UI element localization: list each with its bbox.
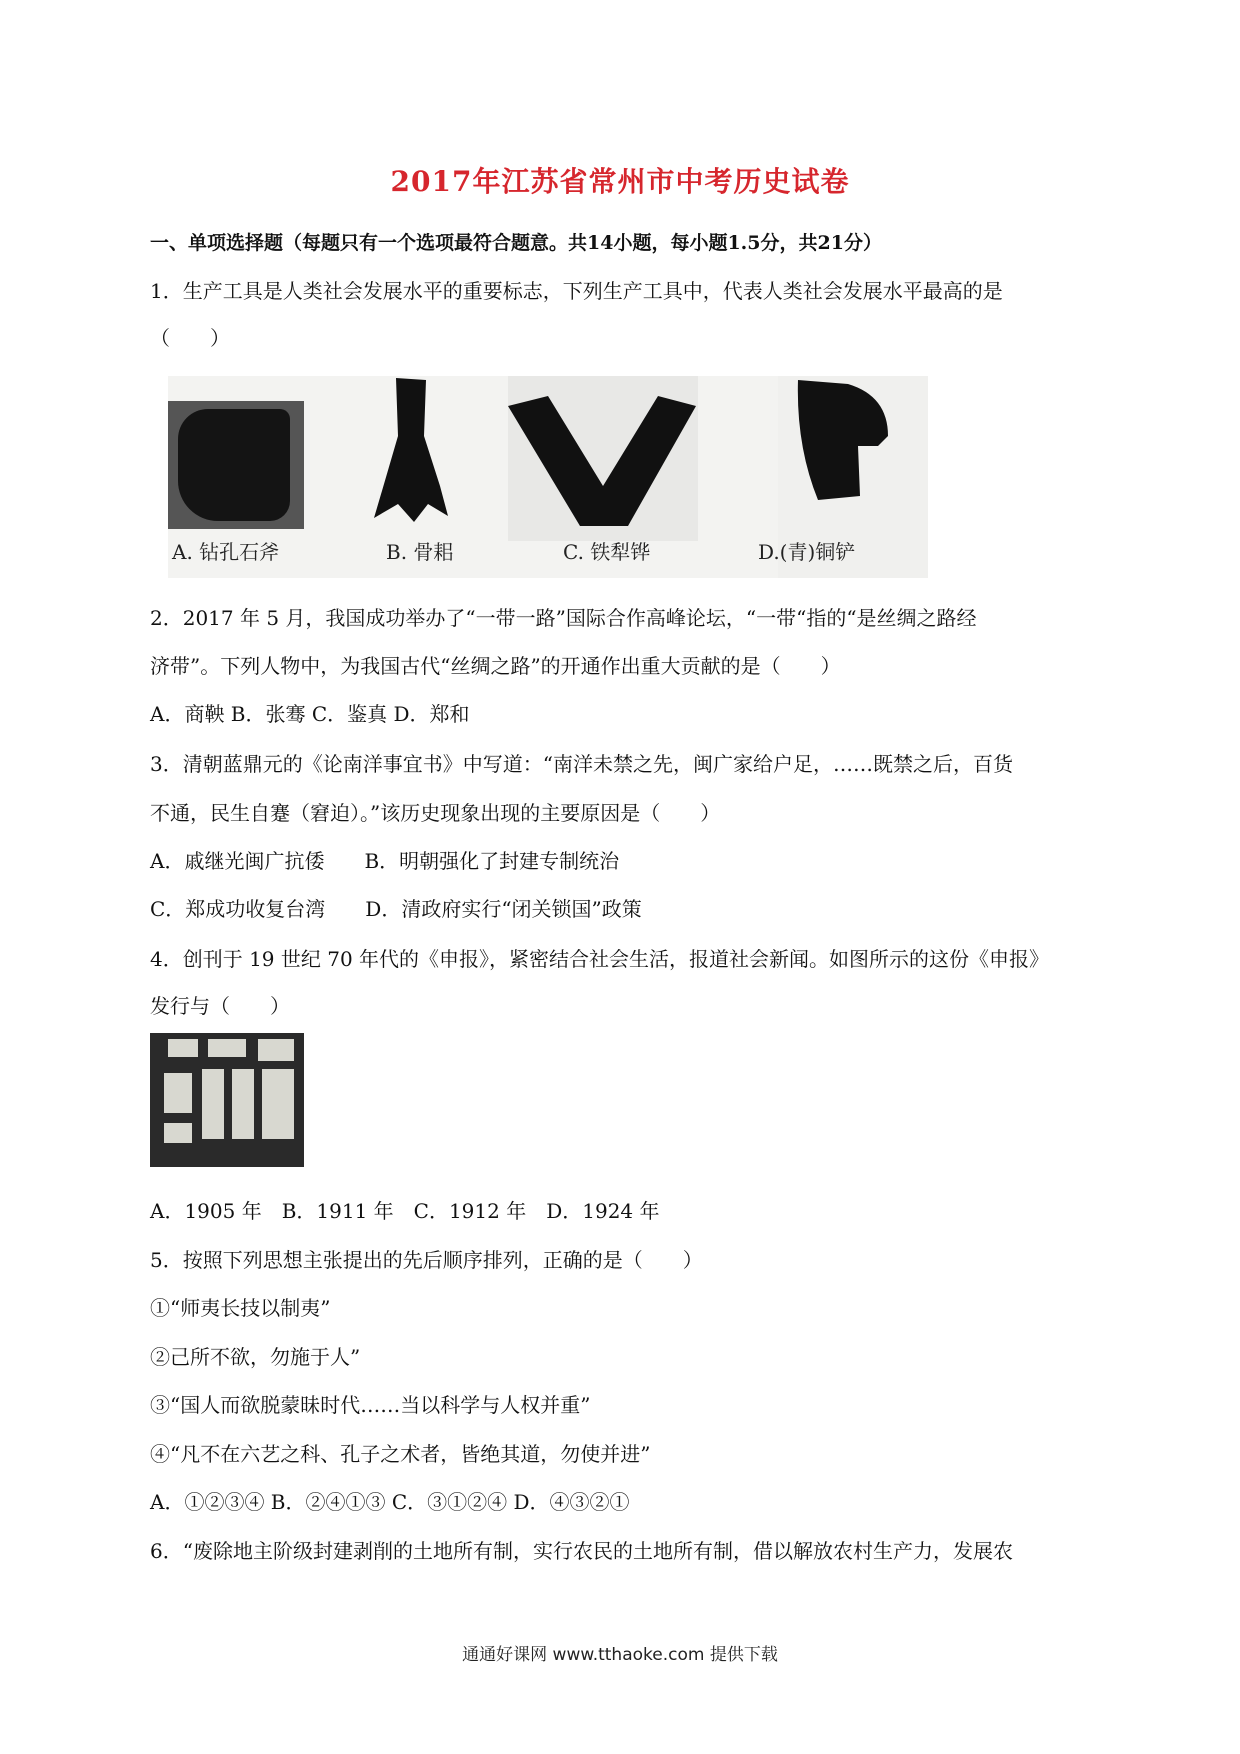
question-6-stem: 6．“废除地主阶级封建剥削的土地所有制，实行农民的土地所有制，借以解放农村生产力，发展农 [150,1539,1013,1563]
question-2-options: A．商鞅 B．张骞 C．鉴真 D．郑和 [150,702,470,726]
question-3-options-1: A．戚继光闽广抗倭 B．明朝强化了封建专制统治 [150,849,620,873]
section-heading: 一、单项选择题（每题只有一个选项最符合题意。共14小题，每小题1.5分，共21分） [150,232,882,254]
page-title: 2017年江苏省常州市中考历史试卷 [390,165,850,198]
option-a-caption: A. 钻孔石斧 [172,540,280,564]
question-1-figure [168,376,928,578]
question-3-stem-cont: 不通，民生自蹇（窘迫）。”该历史现象出现的主要原因是（ ） [150,801,721,825]
question-4-stem: 4．创刊于 19 世纪 70 年代的《申报》，紧密结合社会生活，报道社会新闻。如图所示的这份《申报》 [150,947,1050,971]
question-2-stem: 2．2017 年 5 月，我国成功举办了“一带一路”国际合作高峰论坛，“一带“指的“是丝绸之路经 [150,606,977,630]
stone-axe-image [168,401,304,529]
question-5-options: A．①②③④ B．②④①③ C．③①②④ D．④③②① [150,1490,630,1514]
question-4-options: A．1905 年 B．1911 年 C．1912 年 D．1924 年 [150,1199,660,1223]
question-5-item-1: ①“师夷长技以制夷” [150,1296,331,1320]
question-3-stem: 3．清朝蓝鼎元的《论南洋事宜书》中写道：“南洋未禁之先，闽广家给户足，……既禁之后，百货 [150,752,1013,776]
shenbao-newspaper-image [150,1033,304,1167]
bone-spade-image [368,376,458,526]
page-footer: 通通好课网 www.tthaoke.com 提供下载 [462,1645,778,1665]
option-d-caption: D.(青)铜铲 [758,540,856,564]
question-1-stem: 1．生产工具是人类社会发展水平的重要标志，下列生产工具中，代表人类社会发展水平最高的是 [150,279,1003,303]
question-4-stem-cont: 发行与（ ） [150,994,290,1018]
question-3-options-2: C．郑成功收复台湾 D．清政府实行“闭关锁国”政策 [150,897,642,921]
question-5-item-3: ③“国人而欲脱蒙昧时代……当以科学与人权并重” [150,1393,591,1417]
question-5-stem: 5．按照下列思想主张提出的先后顺序排列，正确的是（ ） [150,1248,703,1272]
option-c-caption: C. 铁犁铧 [563,540,651,564]
question-5-item-4: ④“凡不在六艺之科、孔子之术者，皆绝其道，勿使并进” [150,1442,651,1466]
question-2-stem-cont: 济带”。下列人物中，为我国古代“丝绸之路”的开通作出重大贡献的是（ ） [150,654,841,678]
option-b-caption: B. 骨耜 [386,540,454,564]
question-5-item-2: ②己所不欲，勿施于人” [150,1345,361,1369]
iron-plough-image [508,376,698,541]
question-1-blank: （ ） [150,326,230,350]
